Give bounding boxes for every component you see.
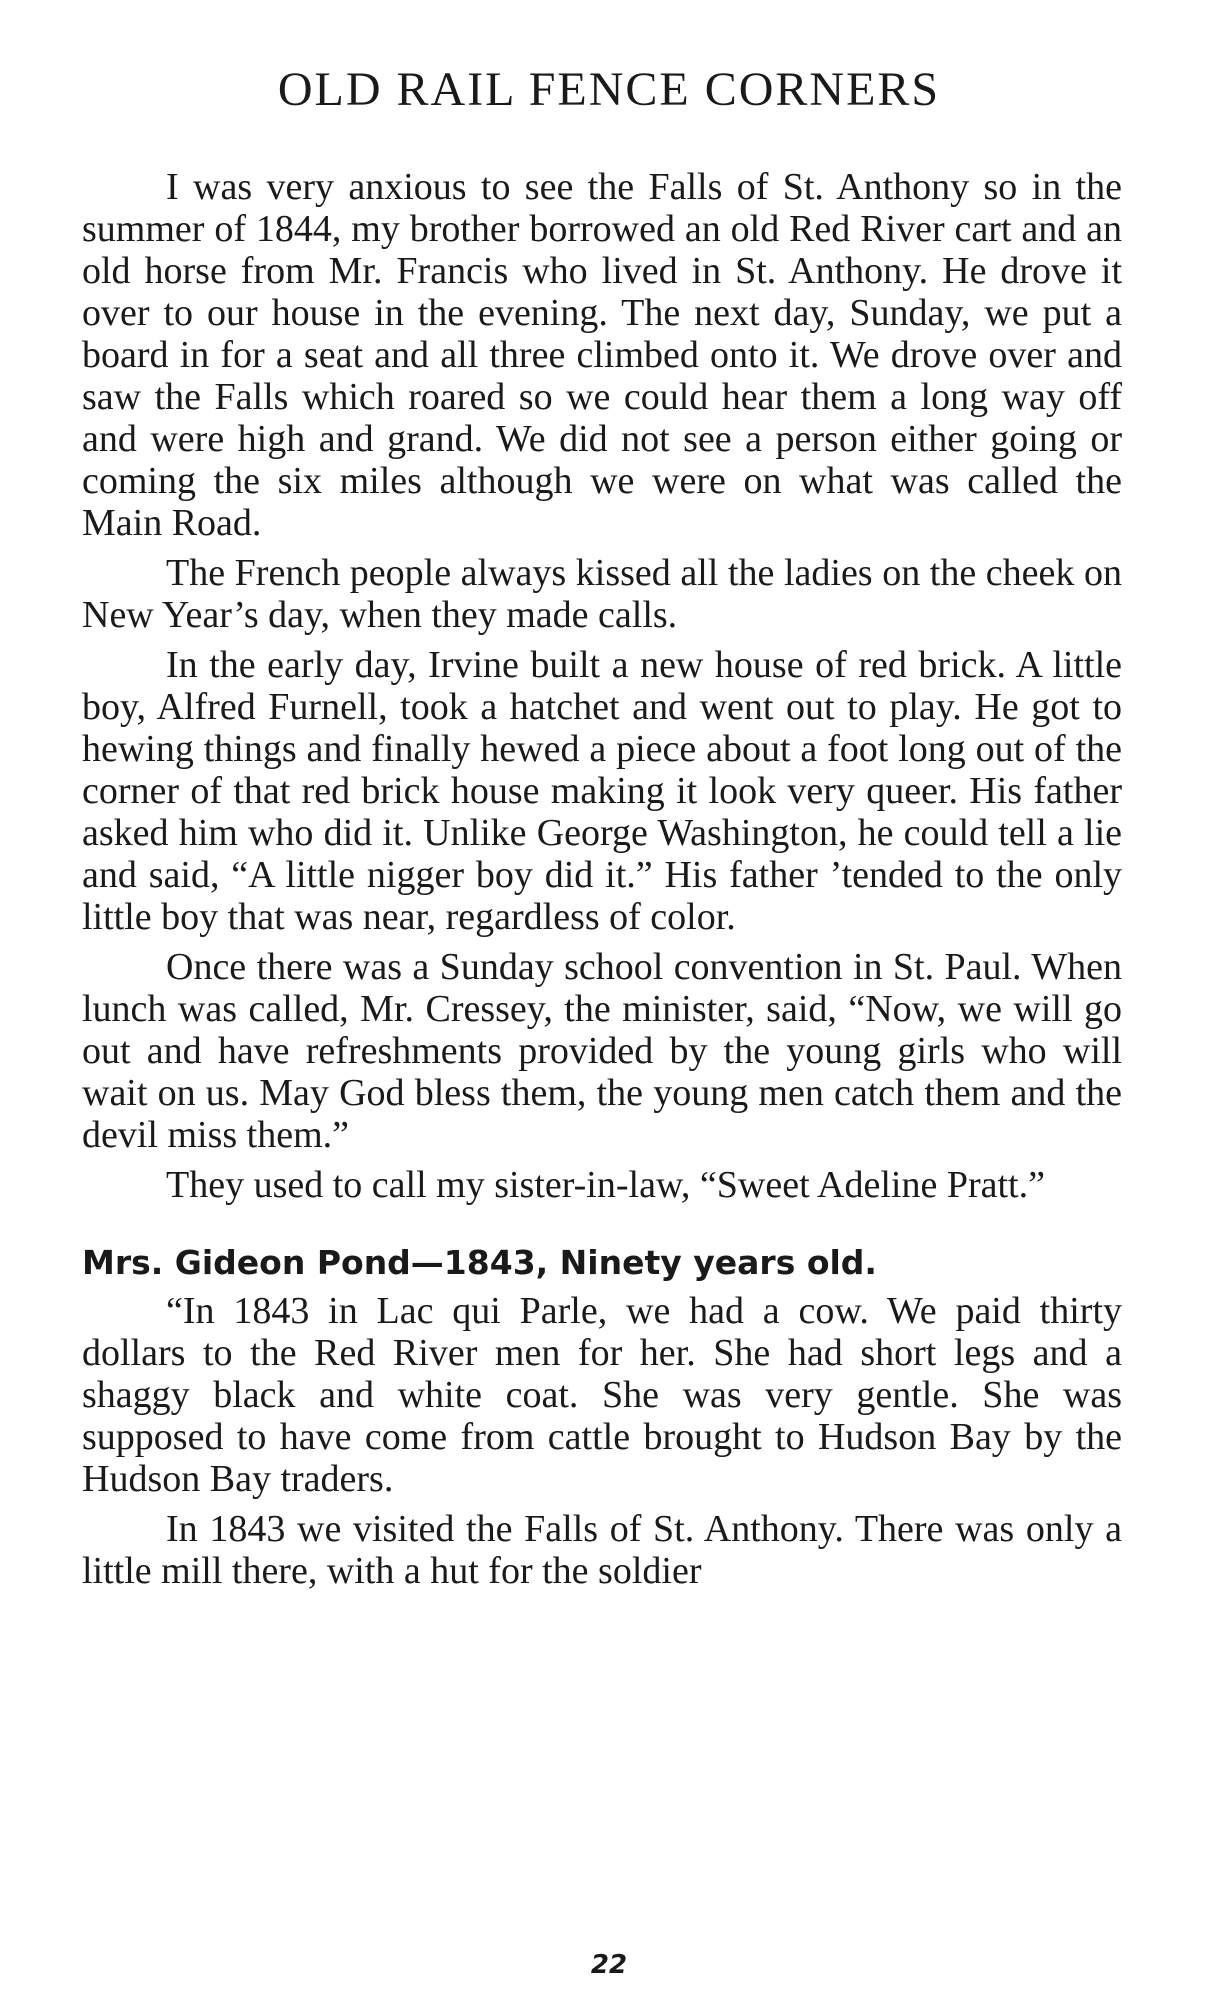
paragraph-sweet-adeline: They used to call my sister-in-law, “Sweet Adeline Pratt.” <box>166 1164 1045 1206</box>
paragraph-french-new-year: The French people always kissed all the ladies on the cheek on New Year’s day, when they made calls. <box>82 552 1122 636</box>
page-number: 22 <box>590 1950 628 1980</box>
paragraph-falls-visit: I was very anxious to see the Falls of St. Anthony so in the summer of 1844, my brother borrowed an old Red River cart and an old horse from Mr. Francis who lived in St. Anthony. He drove it over to our house in the evening. The next day, Sunday, we put a board in for a seat and all three climbed onto it. We drove over and saw the Falls which roared so we could hear them a long way off and were high and grand. We did not see a person either going or coming the six miles although we were on what was called the Main Road. <box>82 166 1122 544</box>
running-head: OLD RAIL FENCE CORNERS <box>277 63 941 116</box>
body-text <box>82 166 1122 1600</box>
section-heading: Mrs. Gideon Pond—1843, Ninety years old. <box>82 1243 877 1282</box>
paragraph-cow: “In 1843 in Lac qui Parle, we had a cow. We paid thirty dollars to the Red River men for her. She had short legs and a shaggy black and white coat. She was very gentle. She was supposed to have come from cattle brought to Hudson Bay by the Hudson Bay traders. <box>82 1290 1122 1500</box>
paragraph-red-brick-house: In the early day, Irvine built a new house of red brick. A little boy, Alfred Furnell, took a hatchet and went out to play. He got to hewing things and finally hewed a piece about a foot long out of the corner of that red brick house making it look very queer. His father asked him who did it. Unlike George Washington, he could tell a lie and said, “A little nigger boy did it.” His father ’tended to the only little boy that was near, regardless of color. <box>82 644 1122 938</box>
paragraph-falls-1843: In 1843 we visited the Falls of St. Anthony. There was only a little mill there, with a hut for the soldier <box>82 1508 1122 1592</box>
paragraph-sunday-school: Once there was a Sunday school convention in St. Paul. When lunch was called, Mr. Cressey, the minister, said, “Now, we will go out and have refreshments provided by the young girls who will wait on us. May God bless them, the young men catch them and the devil miss them.” <box>82 946 1122 1156</box>
